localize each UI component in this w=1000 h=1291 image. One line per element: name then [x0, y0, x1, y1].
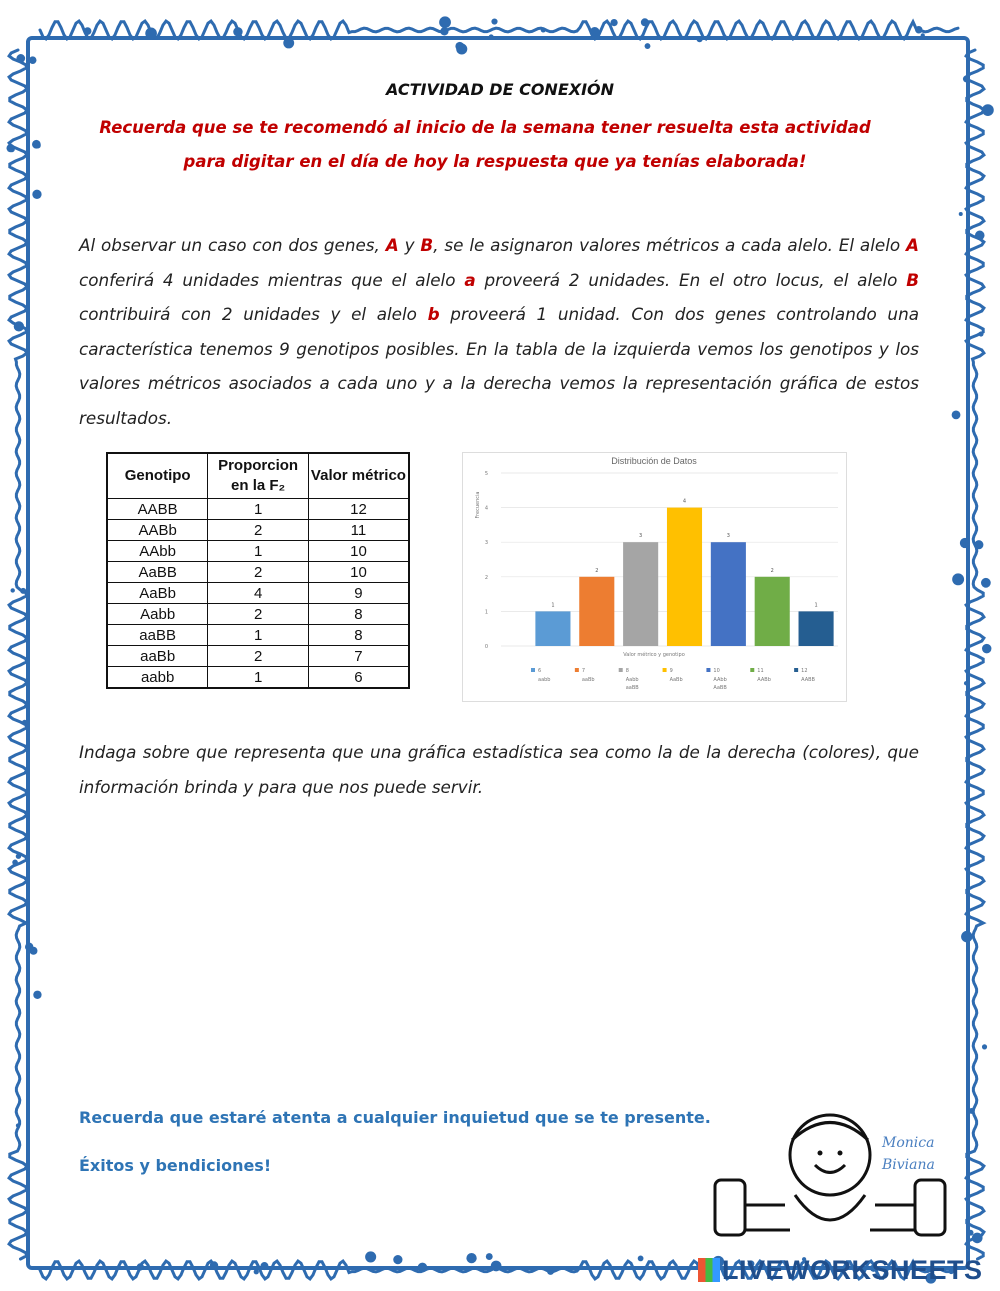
bar: [799, 611, 834, 646]
y-tick-label: 4: [484, 505, 488, 512]
legend-value: 11: [757, 668, 764, 674]
y-tick-label: 1: [484, 609, 488, 616]
allele-A: A: [385, 235, 399, 255]
table-row: [107, 520, 409, 541]
bar: [755, 577, 790, 646]
table-cell: 2: [208, 646, 309, 667]
data-label: 3: [726, 533, 730, 540]
y-tick-label: 3: [484, 540, 488, 547]
table-cell: AABb: [107, 520, 208, 541]
reminder-line-2: para digitar en el día de hoy la respuesta que ya tenías elaborada!: [183, 152, 807, 171]
legend-genotype: Aabb: [625, 677, 639, 683]
table-cell: 2: [208, 520, 309, 541]
text: contribuirá con 2 unidades y el alelo: [79, 304, 428, 325]
legend-swatch: [750, 668, 754, 672]
legend-genotype: AABb: [757, 677, 771, 683]
bar: [579, 577, 614, 646]
bar: [535, 611, 570, 646]
page-title: ACTIVIDAD DE CONEXIÓN: [385, 80, 615, 99]
header-proporcion: Proporcion en la F₂: [208, 453, 309, 499]
header-genotipo: Genotipo: [107, 453, 208, 499]
legend-genotype: aaBB: [625, 685, 639, 691]
table-cell: 12: [308, 499, 409, 520]
legend-genotype: AaBb: [669, 677, 683, 683]
y-tick-label: 5: [484, 471, 488, 477]
table-cell: 9: [308, 583, 409, 604]
table-cell: 2: [208, 604, 309, 625]
text: Al observar un caso con dos genes,: [79, 235, 386, 255]
table-cell: 1: [208, 499, 309, 520]
header-valor: Valor métrico: [308, 453, 409, 499]
text: proveerá 1 unidad. Con dos genes controlando una característica tenemos 9 genotipos posibles. En la tabla de la izquierda vemos los genotipos y los valores métricos asociados a cada uno y a la derecha vemos la representación gráfica de estos resultados.: [79, 304, 919, 428]
table-row: [107, 541, 409, 562]
bar-chart: [462, 452, 847, 702]
table-cell: 2: [208, 562, 309, 583]
legend-value: 10: [713, 668, 720, 674]
allele-a: a: [464, 269, 476, 290]
reminder-line-1: Recuerda que se te recomendó al inicio de la semana tener resuelta esta actividad: [99, 118, 871, 137]
table-cell: AaBB: [107, 562, 208, 583]
liveworksheets-watermark: LIVEWORKSHEETS: [722, 1255, 983, 1285]
text: , se le asignaron valores métricos a cada alelo. El alelo: [433, 235, 906, 255]
legend-value: 7: [581, 668, 586, 674]
legend-value: 8: [625, 668, 629, 674]
genotype-table: [106, 452, 410, 689]
table-cell: 6: [308, 667, 409, 689]
table-cell: 8: [308, 625, 409, 646]
table-row: [107, 604, 409, 625]
table-cell: 1: [208, 625, 309, 646]
table-cell: aaBB: [107, 625, 208, 646]
table-cell: 8: [308, 604, 409, 625]
chart-title: Distribución de Datos: [611, 456, 697, 466]
table-row: [107, 646, 409, 667]
y-tick-label: 0: [484, 644, 488, 650]
text: y: [398, 235, 421, 255]
table-cell: 7: [308, 646, 409, 667]
allele-B: B: [906, 269, 919, 290]
table-cell: 11: [308, 520, 409, 541]
table-cell: AAbb: [107, 541, 208, 562]
table-cell: 4: [208, 583, 309, 604]
allele-A: A: [906, 235, 919, 255]
legend-value: 6: [538, 668, 542, 674]
legend-value: 9: [669, 668, 673, 674]
y-axis-label: Frecuencia: [475, 491, 481, 519]
table-cell: 1: [208, 541, 309, 562]
data-label: 2: [770, 567, 774, 574]
legend-swatch: [706, 668, 710, 672]
legend-genotype: AABB: [801, 677, 815, 683]
data-label: 3: [639, 533, 643, 540]
table-cell: aaBb: [107, 646, 208, 667]
signature-first: Monica: [882, 1135, 935, 1151]
table-row: [107, 499, 409, 520]
table-cell: AaBb: [107, 583, 208, 604]
legend-genotype: AaBB: [713, 685, 727, 691]
legend-swatch: [794, 668, 798, 672]
table-cell: aabb: [107, 667, 208, 689]
table-cell: Aabb: [107, 604, 208, 625]
legend-genotype: aabb: [538, 677, 551, 683]
intro-paragraph: [79, 228, 919, 436]
closing-line-1: Recuerda que estaré atenta a cualquier inquietud que se te presente.: [79, 1108, 711, 1127]
bar: [667, 508, 702, 646]
data-label: 1: [551, 602, 555, 609]
table-cell: 10: [308, 541, 409, 562]
data-label: 2: [595, 567, 599, 574]
legend-swatch: [531, 668, 535, 672]
signature: [882, 1132, 935, 1176]
liveworksheets-logo-icon: [698, 1258, 720, 1282]
legend-swatch: [663, 668, 667, 672]
table-row: [107, 625, 409, 646]
y-tick-label: 2: [484, 574, 488, 581]
allele-B: B: [420, 235, 434, 255]
closing-line-2: Éxitos y bendiciones!: [79, 1156, 272, 1175]
signature-second: Biviana: [882, 1157, 935, 1173]
legend-genotype: aaBb: [581, 677, 595, 683]
bar: [623, 542, 658, 646]
table-row: [107, 562, 409, 583]
legend-swatch: [619, 668, 623, 672]
legend-genotype: AAbb: [713, 677, 727, 683]
table-cell: AABB: [107, 499, 208, 520]
x-axis-label: Valor métrico y genotipo: [623, 652, 685, 658]
legend-value: 12: [801, 668, 808, 674]
task-paragraph: Indaga sobre que representa que una gráfica estadística sea como la de la derecha (colores), que información brinda y para que nos puede servir.: [79, 742, 919, 797]
table-cell: 10: [308, 562, 409, 583]
table-cell: 1: [208, 667, 309, 689]
allele-b: b: [427, 304, 440, 325]
data-label: 4: [682, 498, 687, 505]
data-label: 1: [814, 602, 818, 609]
table-row: [107, 667, 409, 689]
bar: [711, 542, 746, 646]
table-row: [107, 583, 409, 604]
legend-swatch: [575, 668, 579, 672]
text: conferirá 4 unidades mientras que el alelo: [79, 269, 465, 290]
text: proveerá 2 unidades. En el otro locus, el alelo: [475, 269, 907, 290]
